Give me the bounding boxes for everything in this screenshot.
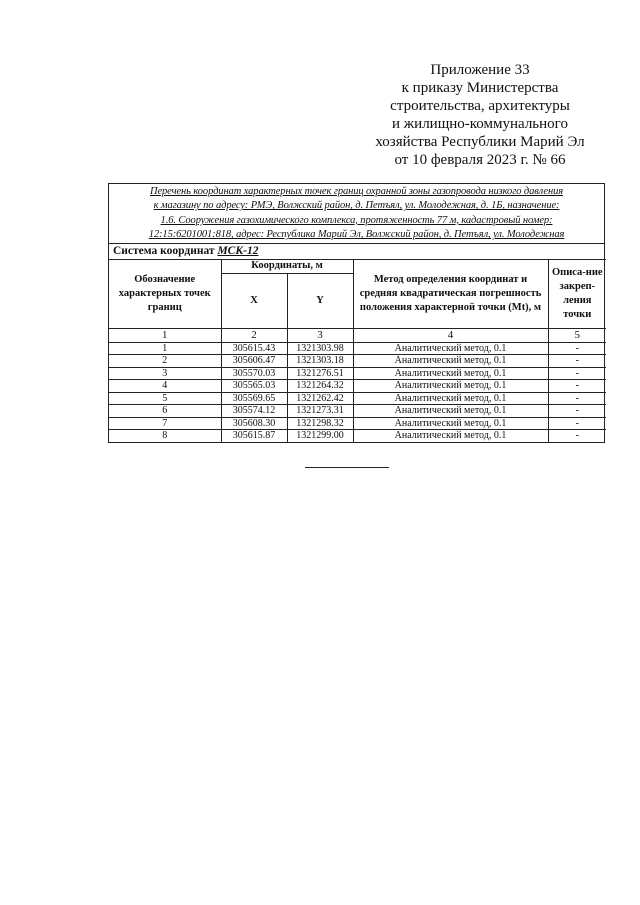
description-value: - (548, 367, 606, 380)
method-value: Аналитический метод, 0.1 (353, 430, 548, 442)
method-value: Аналитический метод, 0.1 (353, 355, 548, 368)
appendix-line: от 10 февраля 2023 г. № 66 (394, 152, 566, 168)
column-number: 4 (353, 328, 548, 342)
description-value: - (548, 405, 606, 418)
coordinates-block (108, 183, 605, 443)
appendix-line: и жилищно-коммунального (392, 116, 568, 132)
point-number: 2 (109, 355, 221, 368)
y-value: 1321303.18 (287, 355, 353, 368)
y-value: 1321276.51 (287, 367, 353, 380)
column-number: 1 (109, 328, 221, 342)
table-row (109, 405, 606, 418)
description-value: - (548, 417, 606, 430)
caption-line: к магазину по адресу: РМЭ, Волжский район, д. Петъял, ул. Молодежная, д. 1Б, назначение: (153, 200, 560, 212)
appendix-line: к приказу Министерства (401, 80, 559, 96)
method-value: Аналитический метод, 0.1 (353, 392, 548, 405)
table-row (109, 380, 606, 393)
header-y: Y (287, 273, 353, 328)
table-row (109, 417, 606, 430)
caption-line: Перечень координат характерных точек границ охранной зоны газопровода низкого давления (149, 186, 564, 197)
column-number: 2 (221, 328, 287, 342)
y-value: 1321303.98 (287, 342, 353, 355)
table-row (109, 392, 606, 405)
x-value: 305615.43 (221, 342, 287, 355)
x-value: 305565.03 (221, 380, 287, 393)
x-value: 305569.65 (221, 392, 287, 405)
table-row (109, 355, 606, 368)
table-caption (109, 184, 604, 243)
appendix-line: Приложение 33 (430, 62, 530, 78)
description-value: - (548, 380, 606, 393)
y-value: 1321299.00 (287, 430, 353, 442)
header-coordinates: Координаты, м (221, 259, 353, 273)
point-number: 7 (109, 417, 221, 430)
method-value: Аналитический метод, 0.1 (353, 342, 548, 355)
method-value: Аналитический метод, 0.1 (353, 367, 548, 380)
method-value: Аналитический метод, 0.1 (353, 405, 548, 418)
x-value: 305574.12 (221, 405, 287, 418)
point-number: 1 (109, 342, 221, 355)
x-value: 305615.87 (221, 430, 287, 442)
header-point: Обозначение характерных точек границ (109, 259, 221, 328)
point-number: 8 (109, 430, 221, 442)
method-value: Аналитический метод, 0.1 (353, 380, 548, 393)
y-value: 1321262.42 (287, 392, 353, 405)
caption-line: 12:15:6201001:818, адрес: Республика Марий Эл, Волжский район, д. Петъял, ул. Молодежная (148, 229, 565, 241)
description-value: - (548, 392, 606, 405)
coordinate-system (109, 243, 604, 259)
closing-rule (305, 467, 389, 468)
x-value: 305608.30 (221, 417, 287, 430)
header-x: X (221, 273, 287, 328)
header-description: Описа-ние закреп-ления точки (548, 259, 606, 328)
y-value: 1321264.32 (287, 380, 353, 393)
coordinate-system-label: Система координат (113, 244, 215, 257)
appendix-line: строительства, архитектуры (390, 98, 570, 114)
caption-line: 1.6. Сооружения газохимического комплекса, протяженность 77 м, кадастровый номер: (160, 214, 553, 226)
point-number: 6 (109, 405, 221, 418)
appendix-heading (330, 61, 630, 169)
header-method: Метод определения координат и средняя квадратическая погрешность положения характерной точки (Mt), м (353, 259, 548, 328)
point-number: 4 (109, 380, 221, 393)
description-value: - (548, 355, 606, 368)
y-value: 1321298.32 (287, 417, 353, 430)
table-row (109, 367, 606, 380)
appendix-line: хозяйства Республики Марий Эл (375, 134, 585, 150)
x-value: 305570.03 (221, 367, 287, 380)
x-value: 305606.47 (221, 355, 287, 368)
coordinates-table (109, 259, 606, 442)
column-number: 5 (548, 328, 606, 342)
description-value: - (548, 430, 606, 442)
y-value: 1321273.31 (287, 405, 353, 418)
table-row (109, 342, 606, 355)
column-number: 3 (287, 328, 353, 342)
point-number: 5 (109, 392, 221, 405)
coordinate-system-value: МСК-12 (217, 244, 259, 257)
method-value: Аналитический метод, 0.1 (353, 417, 548, 430)
table-row (109, 430, 606, 442)
point-number: 3 (109, 367, 221, 380)
description-value: - (548, 342, 606, 355)
